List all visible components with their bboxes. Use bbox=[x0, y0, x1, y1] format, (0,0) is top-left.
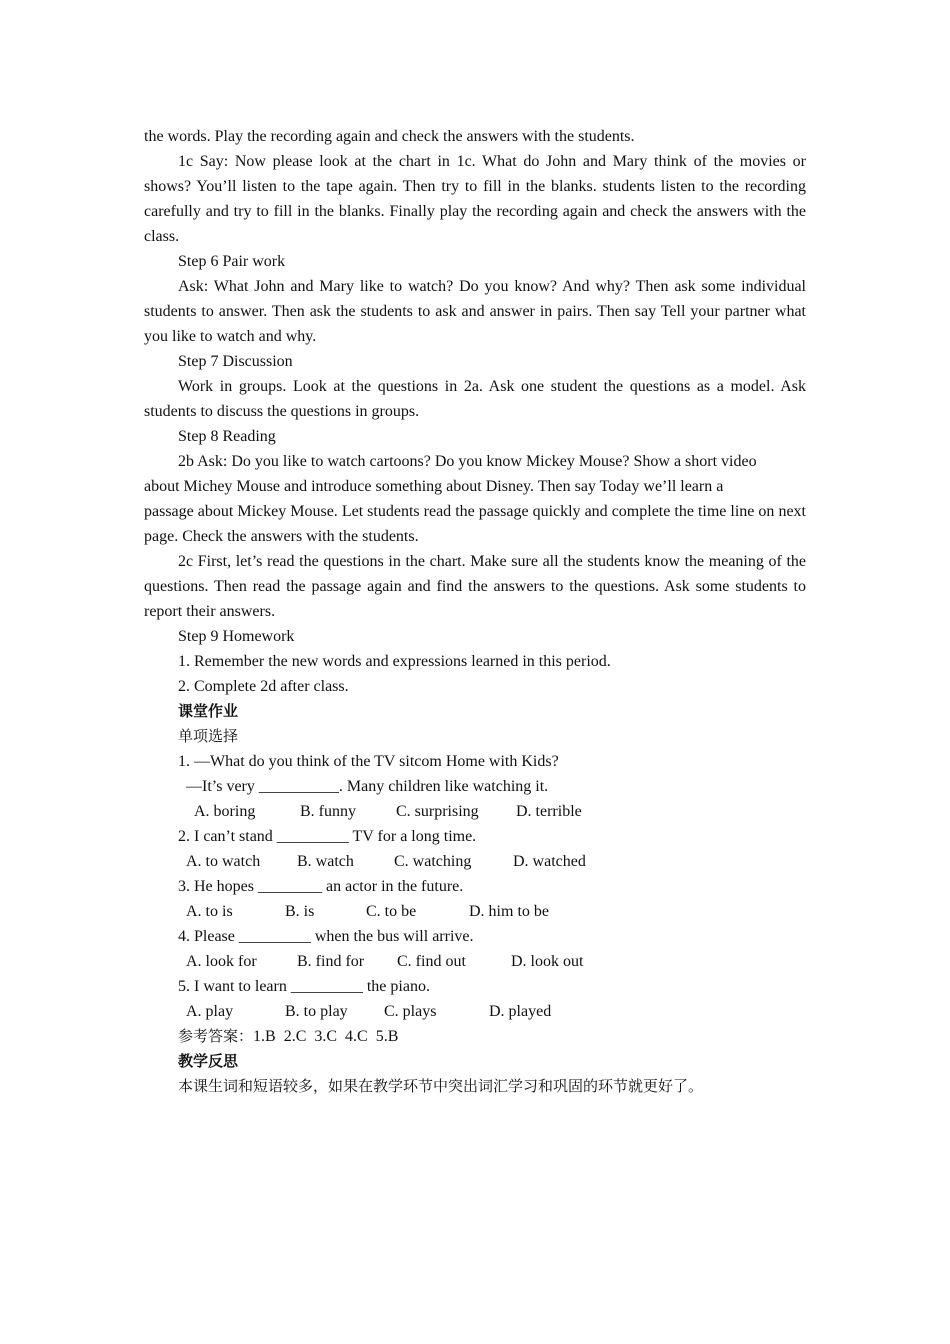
step-heading: Step 7 Discussion bbox=[178, 353, 293, 370]
option: B. funny bbox=[300, 803, 356, 820]
step-heading: Step 9 Homework bbox=[178, 628, 295, 645]
page-content bbox=[144, 124, 806, 1099]
option: C. surprising bbox=[396, 803, 479, 820]
option: A. to is bbox=[186, 903, 233, 920]
option: A. to watch bbox=[186, 853, 261, 870]
homework-item: 1. Remember the new words and expressions learned in this period. bbox=[178, 653, 611, 670]
option: C. plays bbox=[384, 1003, 437, 1020]
answer-key-label: 参考答案： bbox=[178, 1027, 254, 1045]
reflection-text: 本课生词和短语较多，如果在教学环节中突出词汇学习和巩固的环节就更好了。 bbox=[178, 1077, 704, 1095]
option: C. to be bbox=[366, 903, 417, 920]
option: A. play bbox=[186, 1003, 234, 1020]
question: 2. I can’t stand _________ TV for a long time. bbox=[178, 828, 477, 845]
step-heading: Step 8 Reading bbox=[178, 428, 276, 445]
paragraph: 2c First, let’s read the questions in the chart. Make sure all the students know the meaning of the questions. Then read the passage again and find the answers to the questions. Ask some students to report their answers. bbox=[144, 553, 806, 620]
homework-item: 2. Complete 2d after class. bbox=[178, 678, 349, 695]
exercise-subheading: 单项选择 bbox=[178, 727, 239, 745]
question-options bbox=[144, 849, 806, 874]
paragraph: Work in groups. Look at the questions in 2a. Ask one student the questions as a model. Ask students to discuss the questions in groups. bbox=[144, 378, 806, 420]
option: D. him to be bbox=[469, 903, 549, 920]
paragraph: the words. Play the recording again and check the answers with the students. bbox=[144, 128, 635, 145]
option: C. watching bbox=[394, 853, 472, 870]
paragraph: Ask: What John and Mary like to watch? Do you know? And why? Then ask some individual students to answer. Then ask the students to ask and answer in pairs. Then say Tell your partner what you like to watch and why. bbox=[144, 278, 806, 345]
question-options bbox=[144, 999, 806, 1024]
question: 3. He hopes ________ an actor in the future. bbox=[178, 878, 464, 895]
paragraph-line: passage about Mickey Mouse. Let students read the passage quickly and complete the time line on next page. Check the answers with the students. bbox=[144, 503, 806, 545]
question: 5. I want to learn _________ the piano. bbox=[178, 978, 430, 995]
question: 1. —What do you think of the TV sitcom Home with Kids? bbox=[178, 753, 559, 770]
reflection-heading: 教学反思 bbox=[178, 1052, 239, 1070]
paragraph-line: 2b Ask: Do you like to watch cartoons? Do you know Mickey Mouse? Show a short video bbox=[178, 453, 757, 470]
question-options bbox=[144, 899, 806, 924]
option: B. to play bbox=[285, 1003, 348, 1020]
answer-key-values: 1.B 2.C 3.C 4.C 5.B bbox=[253, 1028, 399, 1045]
question-options bbox=[144, 949, 806, 974]
exercise-heading: 课堂作业 bbox=[178, 702, 239, 720]
answer-key bbox=[144, 1024, 806, 1049]
paragraph: 1c Say: Now please look at the chart in 1c. What do John and Mary think of the movies or shows? You’ll listen to the tape again. Then try to fill in the blanks. students listen to the recording carefully and try to fill in the blanks. Finally play the recording again and check the answers with the class. bbox=[144, 153, 806, 245]
question-line: —It’s very __________. Many children like watching it. bbox=[186, 778, 549, 795]
option: D. terrible bbox=[516, 803, 582, 820]
option: A. look for bbox=[186, 953, 257, 970]
option: C. find out bbox=[397, 953, 466, 970]
option: D. look out bbox=[511, 953, 584, 970]
paragraph-line: about Michey Mouse and introduce something about Disney. Then say Today we’ll learn a bbox=[144, 478, 724, 495]
question: 4. Please _________ when the bus will arrive. bbox=[178, 928, 474, 945]
step-heading: Step 6 Pair work bbox=[178, 253, 286, 270]
question-options bbox=[144, 799, 806, 824]
option: B. watch bbox=[297, 853, 354, 870]
option: A. boring bbox=[194, 803, 256, 820]
option: B. find for bbox=[297, 953, 365, 970]
option: D. watched bbox=[513, 853, 586, 870]
option: B. is bbox=[285, 903, 315, 920]
option: D. played bbox=[489, 1003, 552, 1020]
